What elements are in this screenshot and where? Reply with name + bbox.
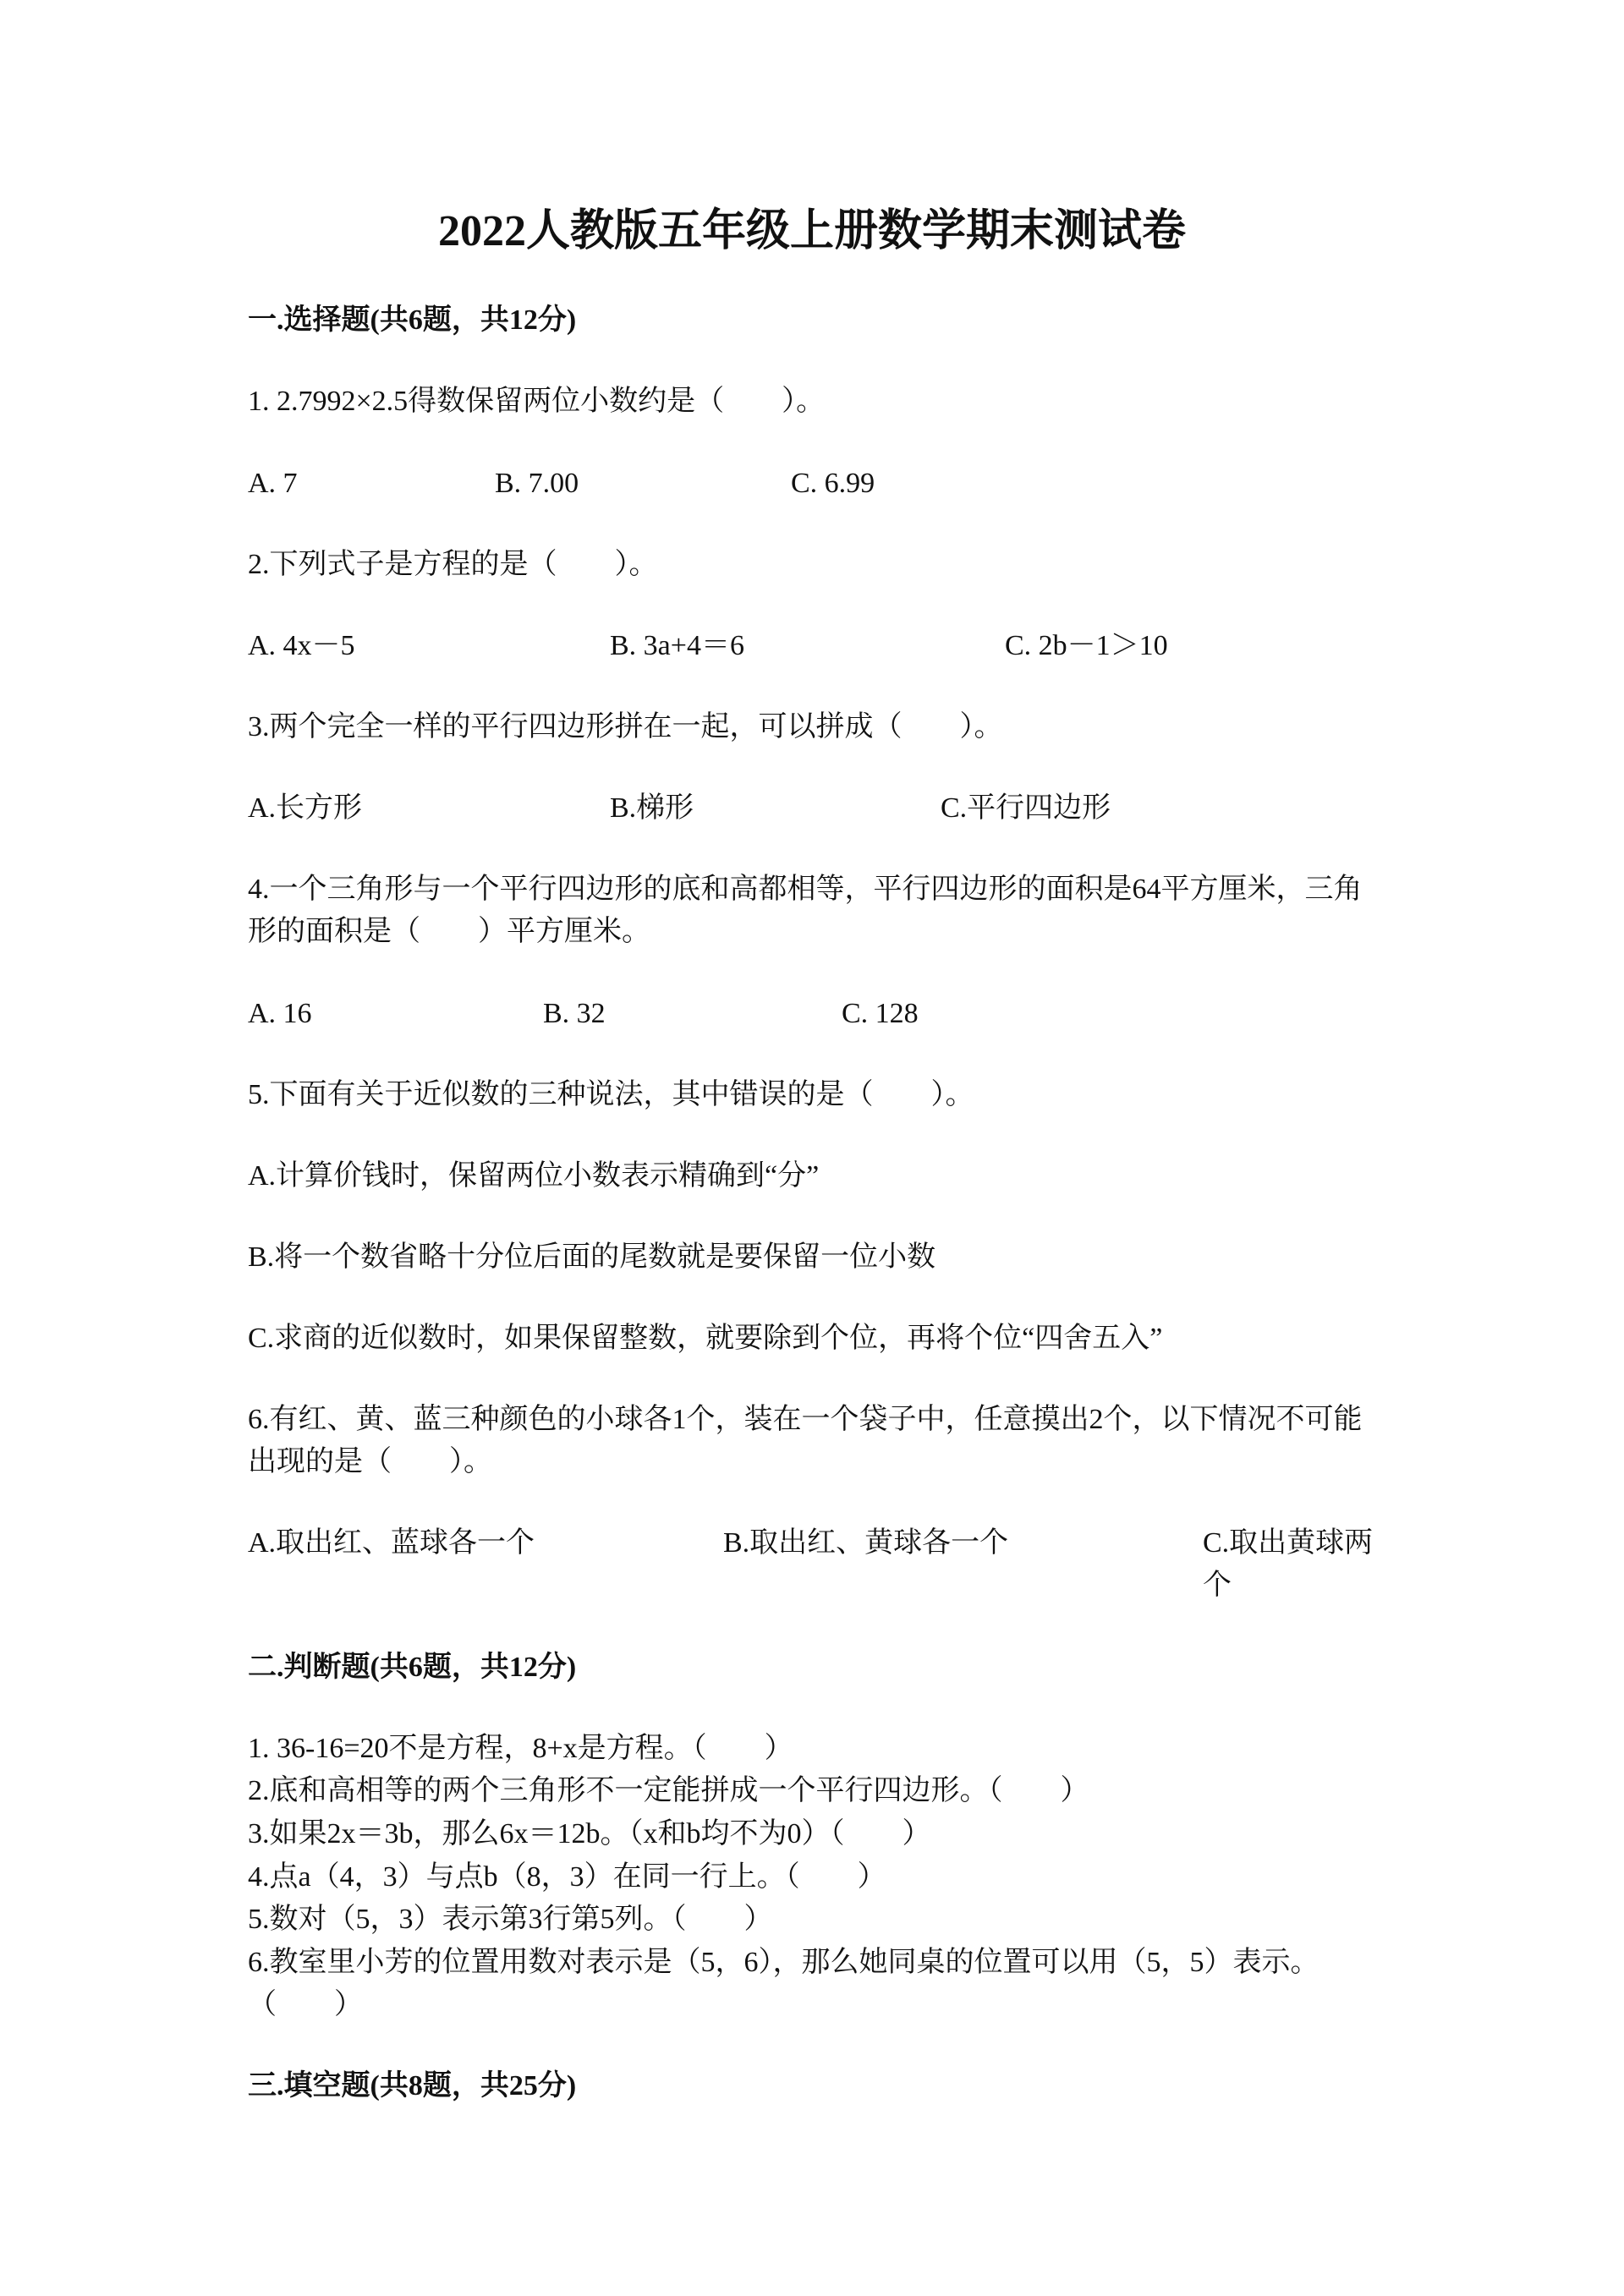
q1-option-c: C. 6.99 [791, 468, 875, 499]
judge-item-1: 1. 36-16=20不是方程，8+x是方程。（ ） [248, 1733, 793, 1764]
judge-item-4: 4.点a（4，3）与点b（8，3）在同一行上。（ ） [248, 1861, 886, 1893]
q1-option-a: A. 7 [248, 468, 298, 499]
q4-option-b: B. 32 [543, 998, 606, 1029]
judge-item-5: 5.数对（5，3）表示第3行第5列。（ ） [248, 1904, 773, 1935]
q1-option-b: B. 7.00 [495, 468, 579, 499]
q5-option-b: B.将一个数省略十分位后面的尾数就是要保留一位小数 [248, 1241, 936, 1273]
q4-text: 4.一个三角形与一个平行四边形的底和高都相等，平行四边形的面积是64平方厘米，三角形的面积是（ ）平方厘米。 [248, 874, 1363, 947]
q3-option-c: C.平行四边形 [941, 792, 1111, 824]
q6-option-c: C.取出黄球两个 [1203, 1527, 1374, 1601]
section3-heading: 三.填空题(共8题，共25分) [248, 2070, 577, 2101]
q5-option-c: C.求商的近似数时，如果保留整数，就要除到个位，再将个位“四舍五入” [248, 1323, 1163, 1354]
page-title: 2022人教版五年级上册数学期末测试卷 [437, 207, 1186, 255]
q6-option-a: A.取出红、蓝球各一个 [248, 1527, 535, 1559]
q6-option-b: B.取出红、黄球各一个 [723, 1527, 1009, 1559]
q2-option-b: B. 3a+4＝6 [610, 630, 744, 661]
judge-item-2: 2.底和高相等的两个三角形不一定能拼成一个平行四边形。（ ） [248, 1775, 1089, 1806]
q4-option-a: A. 16 [248, 998, 312, 1029]
section1-heading: 一.选择题(共6题，共12分) [248, 304, 577, 336]
q1-text: 1. 2.7992×2.5得数保留两位小数约是（ ）。 [248, 386, 826, 417]
q5-text: 5.下面有关于近似数的三种说法，其中错误的是（ ）。 [248, 1079, 974, 1110]
q3-option-b: B.梯形 [610, 792, 694, 824]
q5-option-a: A.计算价钱时，保留两位小数表示精确到“分” [248, 1160, 820, 1192]
q3-text: 3.两个完全一样的平行四边形拼在一起，可以拼成（ ）。 [248, 711, 1003, 743]
q2-text: 2.下列式子是方程的是（ ）。 [248, 549, 658, 580]
q6-text: 6.有红、黄、蓝三种颜色的小球各1个，装在一个袋子中，任意摸出2个，以下情况不可能出现的是（ ）。 [248, 1404, 1363, 1477]
q3-option-a: A.长方形 [248, 792, 363, 824]
q2-option-c: C. 2b－1＞10 [1005, 630, 1168, 661]
q4-option-c: C. 128 [842, 998, 919, 1029]
q2-option-a: A. 4x－5 [248, 630, 355, 661]
q6-options [248, 1522, 1432, 1607]
section2-heading: 二.判断题(共6题，共12分) [248, 1652, 577, 1683]
judge-item-3: 3.如果2x＝3b，那么6x＝12b。（x和b均不为0）（ ） [248, 1818, 931, 1849]
judge-item-6: 6.教室里小芳的位置用数对表示是（5，6），那么她同桌的位置可以用（5，5）表示。（ ） [248, 1947, 1320, 2020]
